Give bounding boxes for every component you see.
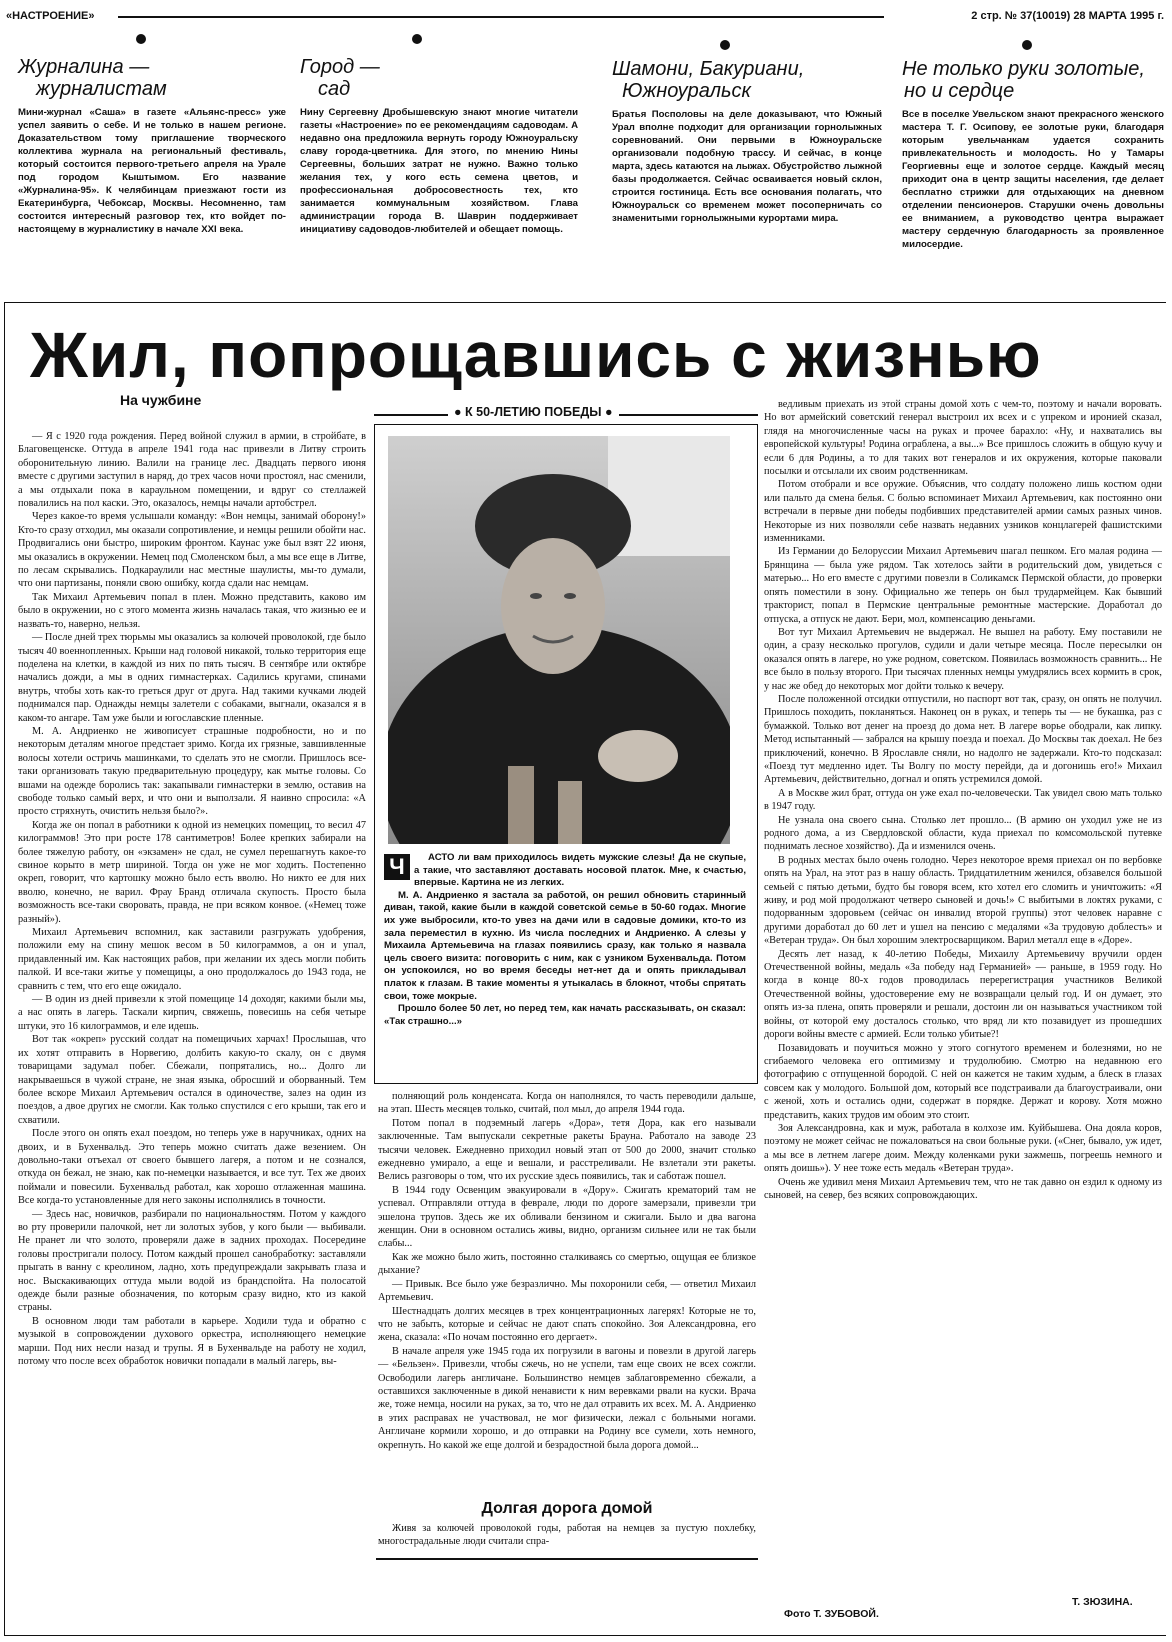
brief-4 bbox=[902, 58, 1164, 251]
paragraph: Михаил Артемьевич вспомнил, как заставили разгружать удобрения, положили ему на спину мешок весом в 50 килограммов, а он и упал, придавленный им. Как настоящих рабов, при желании их здесь могли побить палкой. И все-таки житье у помещицы, а оно продолжалось до 1943 года, не сравнить с тем, что его еще ожидало. bbox=[18, 927, 366, 992]
brief-1-body: Мини-журнал «Саша» в газете «Альянс-пресс» уже успел заявить о себе. И не только в нашем регионе. Доказательством тому приглашение творческого коллектива журнала на региональный фестиваль, который состоится первого-третьего апреля на Урале под городом Кыштымом. Его название «Журналина-95». К челябинцам приезжают гости из Екатеринбурга, Чебоксар, Москвы. Несомненно, там состоится интересный разговор тех, кто войдет по-настоящему в журналистику в начале XXI века. bbox=[18, 107, 286, 235]
brief-2-title-line1: Город — bbox=[300, 56, 380, 78]
paragraph: Очень же удивил меня Михаил Артемьевич тем, что не так давно он ездил к одному из сыновей, на север, без всяких сопровождающих. bbox=[764, 1176, 1162, 1201]
brief-4-body: Все в поселке Увельском знают прекрасного женского мастера Т. Г. Осипову, ее золотые руки, благодаря которым увельчанкам удается сохранить привлекательность и молодость. Но у Тамары Георгиевны еще и золотое сердце. Каждый месяц приходит она в центр защиты населения, где делает бесплатно стрижки для отдыхающих на дневном отделении пенсионеров. Старушки очень довольны ее вниманием, а руководство центра выражает мастеру сердечную благодарность за проявленное милосердие. bbox=[902, 109, 1164, 250]
brief-dot-2 bbox=[412, 34, 422, 44]
paragraph: — Здесь нас, новичков, разбирали по национальностям. Потом у каждого во рту проверили палочкой, нет ли золотых зубов, у кого были — выбивали. Не пранет ли что золото, проверяли даже в задних проходах. Посередине головы простригали полосу. Потом каждый прошел санобработку: заставляли прыгать в ванну с креолином, ладно, хоть предупреждали закрывать глаза и нос. Выскакивающих оттуда мыли водой из брандспойта. На полосатой одежде были разные обозначения, по которым сразу видно, кто из какой страны. bbox=[18, 1208, 366, 1314]
paragraph: Потом попал в подземный лагерь «Дора», тетя Дора, как его называли заключенные. Там выпускали секретные ракеты Брауна. Работало на заводе 23 тысячи человек. Ежедневно приходил новый этап от 500 до 2000, значит столько ежедневно умирало, а еще и вешали, и расстреливали. Не взлетали эти ракеты. Велись разговоры о том, что их русские здесь появились, так и саботаж пошел. bbox=[378, 1117, 756, 1183]
paragraph: В начале апреля уже 1945 года их погрузили в вагоны и повезли в другой лагерь — «Бельзен». Привезли, чтобы сжечь, но не успели, там еще своих не всех сожгли. Освободили лагерь англичане. Большинство немцев заблаговременно сбежали, а оставшихся заключенные в дикой ненависти к ним веревками рвали на куски. Врача же, тоже немца, носили на руках, за то, что не дал отравить их всех. М. А. Андриенко в этих расправах не участвовал, не мог физически, лежал с больными ногами. Англичане кормили хорошо, и до отправки на Родину все сумели, хоть немного, окрепнуть. Но какой же еще долгой и безрадостной была дорога домой... bbox=[378, 1345, 756, 1451]
paragraph: После этого он опять ехал поездом, но теперь уже в наручниках, одних на двоих, и в Бухенвальд. Это теперь можно считать даже везением. Он довольно-таки отъехал от своего бывшего лагеря, а потом и не сознался, откуда он бежал, не знаю, как по-немецки называется, и все тут. Тех же двоих поймали и повесили. Бухенвальд работал, как хорошо отлаженная машина. Все когда-то установленные для него законы исполнялись в точности. bbox=[18, 1128, 366, 1207]
paragraph: М. А. Андриенко я застала за работой, он решил обновить старинный диван, такой, какие были в каждой советской семье в 50-60 годах. Многие их уже выбросили, кто-то увез на дачи или в садовые домики, кто-то из зала переместил в кухню. Из числа последних и Андриенко. А слезы у Михаила Артемьевича на глазах появились сразу, как только я назвала цель своего визита: поговорить с ним, как с узником Бухенвальда. Потом он успокоился, но во время беседы нет-нет да и опять прикладывал платок к глазам. В такие моменты я утыкалась в блокнот, чтобы спрятать свои, тоже мокрые. bbox=[384, 889, 746, 1002]
issue-info: 2 стр. № 37(10019) 28 МАРТА 1995 г. bbox=[971, 10, 1164, 22]
paragraph: Как же можно было жить, постоянно сталкиваясь со смертью, ощущая ее близкое дыхание? bbox=[378, 1251, 756, 1277]
photo-caption bbox=[384, 852, 746, 1028]
article-headline: Жил, попрощавшись с жизнью bbox=[30, 319, 1042, 391]
article-kicker: На чужбине bbox=[120, 392, 202, 408]
brief-4-title-line1: Не только руки золотые, bbox=[902, 58, 1145, 80]
paragraph: Вот так «окреп» русский солдат на помещичьих харчах! Прослышав, что их хотят отправить в Норвегию, долбить какую-то скалу, он с двумя товарищами задумал побег. Сбежали, попрятались, но... Долго ли накрываешься в чужой стране, не зная языка, обросший и оборванный. Тем более вскоре Михаил Артемьевич остался в одиночестве, залез на один из поездов, а двое других не смогли. Как только спустился с его крыши, так его и схватили. bbox=[18, 1034, 366, 1126]
paragraph: Через какое-то время услышали команду: «Вон немцы, занимай оборону!» Кто-то сразу отходил, мы оказали сопротивление, и немцы решили обойти нас. Продвигались они быстро, широким фронтом. Каунас уже был взят 22 июня, мы оказались в окружении. Немец под Смоленском был, а мы все еще в Литве, по лесам скрывались. Подкараулили нас местные шаулисты, мы-то думали, что они партизаны, поняли свою ошибку, когда сдали нас немцам. bbox=[18, 511, 366, 590]
brief-3 bbox=[612, 58, 882, 225]
brief-3-title-line2: Южноуральск bbox=[622, 80, 751, 102]
rubric-dot-icon: ● bbox=[454, 405, 466, 419]
paragraph: — Я с 1920 года рождения. Перед войной служил в армии, в стройбате, в Благовещенске. Оттуда в апреле 1941 года нас привезли в Литву строить оборонительную линию. Валили на границе лес. Двадцать первого июня вместе с другими заступил в наряд, до трех часов ночи простоял, нас сменили, а мы отдыхали пока в караульном помещении, и вдруг со стеллажей повалились на пол каски. Это, оказалось, немцы начали артобстрел. bbox=[18, 431, 366, 510]
article-column-1 bbox=[18, 430, 366, 1630]
brief-1-title-line2: журналистам bbox=[36, 78, 167, 100]
paragraph: Позавидовать и поучиться можно у этого согнутого временем и болезнями, но не сгибаемого человека его оптимизму и трудолюбию. Смотрю на недавнюю его фотографию с отпущенной бородой. С ней он кажется не таким худым, а блеск в глазах совсем как у молодого. Большой дом, который все подстраивали да благоустраивали, они с женой, хоть и остались одни, содержат в порядке. Держат и корову. Хотя можно представить, каких трудов им обоим это стоит. bbox=[764, 1042, 1162, 1121]
paragraph: — Привык. Все было уже безразлично. Мы похоронили себя, — ответил Михаил Артемьевич. bbox=[378, 1278, 756, 1304]
paragraph: АСТО ли вам приходилось видеть мужские слезы! Да не скупые, а такие, что заставляют доставать носовой платок. Мне, к счастью, впервые. Картина не из легких. bbox=[414, 852, 746, 889]
section-subhead: Долгая дорога домой bbox=[481, 1500, 653, 1517]
paragraph: Живя за колючей проволокой годы, работая на немцев за пустую похлебку, многострадальные люди считали спра- bbox=[378, 1523, 756, 1548]
masthead-rule bbox=[118, 16, 884, 18]
paragraph: В основном люди там работали в карьере. Ходили туда и обратно с музыкой в сопровождении духового оркестра, исполняющего немецкие марши. Под них несли назад и трупы. Я в Бухенвальде на работу не ходил, потому что после всех обработок новички попадали в малый лагерь, вы- bbox=[18, 1315, 366, 1368]
brief-1 bbox=[18, 56, 286, 236]
brief-3-title-line1: Шамони, Бакуриани, bbox=[612, 58, 805, 80]
paragraph: Из Германии до Белоруссии Михаил Артемьевич шагал пешком. Его малая родина — Брянщина — была уже рядом. Так хотелось зайти в родительский дом, увидеться с матерью... Но его вместе с другими повезли в Соликамск Пермской области, до проверки опять поместили в зону. Официально же теперь он был трудармейцем. Как бывший тракторист, попал в Пермские центральные ремонтные мастерские. Доработал до отпуска, а отпуск не дают. Бери, мол, компенсацию деньгами. bbox=[764, 546, 1162, 625]
brief-1-title-line1: Журналина — bbox=[18, 56, 150, 78]
brief-3-body: Братья Посполовы на деле доказывают, что Южный Урал вполне подходит для организации горнолыжных соревнований. Они первыми в Южноуральске организовали подобную трассу. И сейчас, в конце марта, здесь катаются на лыжах. Обустройство лыжной базы продолжается. Сейчас осваивается новый склон, строится гостиница. Есть все основания полагать, что Южноуральск со временем может посоперничать со знаменитыми горнолыжными курортами мира. bbox=[612, 109, 882, 224]
paragraph: полняющий роль конденсата. Когда он наполнялся, то часть переводили дальше, на этап. Шесть месяцев только, считай, пол мыл, до апреля 1944 года. bbox=[378, 1091, 756, 1116]
article-column-3 bbox=[764, 398, 1162, 1594]
rubric-label bbox=[448, 405, 619, 419]
paragraph: После положенной отсидки отпустили, но паспорт вот так, сразу, он опять не получил. Пришлось походить, покланяться. Наконец он в руках, и теперь ты — не букашка, раз с бумажкой. Только вот денег на проезд до дома нет. В лагере ворье ободрали, как липку. Метод испытанный — забрался на крышу поезда и поехал. До Москвы так доехал. Не без приключений, конечно. В Ярославле сняли, но надолго не задержали. Кто-то подсказал: «Поезд тут медленно идет. Ты Волгу по мосту перейди, да и догонишь его!» Михаил Артемьевич, действительно, догнал и опять устремился домой. bbox=[764, 693, 1162, 786]
article-column-2 bbox=[378, 1090, 756, 1500]
paragraph: В 1944 году Освенцим эвакуировали в «Дору». Сжигать крематорий там не успевал. Отправляли оттуда в феврале, люди по дороге замерзали, привезли три эшелона трупов. Здесь же их обливали бензином и сжигали. Было и два вагона женщин. Они в основном остались живы, видно, организм сильнее или не так были слабы... bbox=[378, 1184, 756, 1250]
paragraph: Потом отобрали и все оружие. Объяснив, что солдату положено лишь костюм одни или пальто да смена белья. С болью вспоминает Михаил Артемьевич, как постоянно они встречали в первые дни победы подбивших представителей армии самых разных чинов. Некоторые из них позволяли себе назвать недавних узников концлагерей фашистскими изменниками. bbox=[764, 479, 1162, 545]
brief-2 bbox=[300, 56, 578, 236]
brief-2-body: Нину Сергеевну Дробышевскую знают многие читатели газеты «Настроение» по ее рекомендациям садоводам. А недавно она предложила вернуть городу Южноуральску славу города-цветника. Для этого, по мнению Нины Сергеевны, больших затрат не нужно. Важно только желания тех, у кого есть семена цветов, и профессиональная добросовестность тех, кто занимается коммунальным хозяйством. Глава администрации города В. Шаврин поддерживает инициативу садоводов-любителей и обещает помощь. bbox=[300, 107, 578, 235]
brief-dot-1 bbox=[136, 34, 146, 44]
brief-2-title-line2: сад bbox=[318, 78, 351, 100]
paragraph: Зоя Александровна, как и муж, работала в колхозе им. Куйбышева. Она дояла коров, поэтому не может сейчас не пожаловаться на свои больные руки. («Снег, бывало, уж идет, а мы все в летнем лагере доим. Между коленками руки зажмешь, погреешь немного и опять доишь»). У нее тоже есть медаль «Ветеран труда». bbox=[764, 1122, 1162, 1175]
paragraph: — После дней трех тюрьмы мы оказались за колючей проволокой, где было тысяч 40 военнопленных. Крыши над головой никакой, только территория еще поделена на клетки, в каждой из них по пять тысяч. В сентябре или октябре начались дожди, а мы в одних гимнастерках. Садились кругами, спинами внутрь, чтобы хоть как-то греться друг от друга. Над такими кучками людей поднимался пар. Однажды немцы залетели с собаками, выгнали, оказался я в каком-то ангаре. Там уже были и югославские пленные. bbox=[18, 632, 366, 724]
author-signature: Т. ЗЮЗИНА. bbox=[1072, 1596, 1133, 1608]
rubric-text: К 50-ЛЕТИЮ ПОБЕДЫ bbox=[465, 405, 602, 419]
paragraph: Десять лет назад, к 40-летию Победы, Михаилу Артемьевичу вручили орден Отечественной войны, медаль «За победу над Германией» — раньше, в 1959 году. Но когда в конце 80-х годов проводилась перерегистрация участников Великой Отечественной войны, удостоверение ему не возвращали целый год. И он думает, это опять из-за плена, опять проверяли и решали, достоин ли он называться участником той войны, от которой ему досталось столько, что вряд ли кто позавидует из прошедших дороги войны вместе с армией. Если только убитые?! bbox=[764, 948, 1162, 1041]
brief-4-title-line2: но и сердце bbox=[904, 80, 1015, 102]
paragraph: Так Михаил Артемьевич попал в плен. Можно представить, каково им было в окружении, но с этого момента жизнь началась такая, что жизнью ее и назвать-то, наверно, нельзя. bbox=[18, 591, 366, 630]
portrait-photo-image bbox=[388, 436, 730, 844]
newspaper-name: «НАСТРОЕНИЕ» bbox=[6, 10, 95, 22]
portrait-photo bbox=[388, 436, 730, 844]
column-2-bottom-rule bbox=[376, 1558, 758, 1560]
rubric-dot-icon-right: ● bbox=[601, 405, 613, 419]
paragraph: Шестнадцать долгих месяцев в трех концентрационных лагерях! Которые не то, что не забыть, которые и сейчас не дают спать спокойно. Зоя Александровна, его жена, сказала: «По ночам постоянно его дергает». bbox=[378, 1305, 756, 1344]
article-column-2-continued bbox=[378, 1522, 756, 1552]
caption-dropcap: Ч bbox=[384, 854, 410, 880]
paragraph: В родных местах было очень голодно. Через некоторое время приехал он по вербовке опять на Урал, на этот раз в нашу область. Тридцатилетним женился, обзавелся большой семьей с пятью детьми, будто бы говоря всем, кто хотел его сломить и уничтожить: «Я живу, и род мой продолжают четверо сыновей и дочь!» С выбитыми в локтях руками, с подорванным здоровьем (сейчас он инвалид второй группы) этот человек наравне с другими доработал до 60 лет и ушел на пенсию с медалями «За трудовую доблесть» и «Ветеран труда». Он был хорошим электросварщиком. Варил металл еще в «Доре». bbox=[764, 854, 1162, 947]
paragraph: — В один из дней привезли к этой помещице 14 доходяг, какими были мы, а нас опять в лагерь. Таскали кирпич, свяжешь, повесишь на себя четыре штуки, это 16 килограммов, и еле идешь. bbox=[18, 994, 366, 1032]
paragraph: Когда же он попал в работники к одной из немецких помещиц, то весил 47 килограммов! Это при росте 178 сантиметров! Более крепких забирали на более тяжелую работу, он «экзамен» не сдал, не сумел перешагнуть какое-то свиное корыто в метр шириной. Тогда он уже не мог ходить. Постепенно окреп, говорит, что картошку можно было есть вволю. Но никто ее для них вволю, конечно, не варил. Фрау Бранд отличала скупость. Просто была возможность все-таки своровать, правда, не при всяком конвое. («Немец тоже разный»). bbox=[18, 819, 366, 925]
paragraph: Не узнала она своего сына. Столько лет прошло... (В армию он уходил уже не из родного дома, а из Свердловской области, куда приехал по комсомольской путевке поднимать лесное хозяйство). Да и изменился очень. bbox=[764, 814, 1162, 853]
paragraph: М. А. Андриенко не живописует страшные подробности, но и по некоторым деталям многое предстает зримо. Когда их грязные, завшивленные волосы хотели остричь машинками, то сделать это не смогли. Пришлось все-таки организовать такую предварительную процедуру, как мытье головы. Со вшами на одежде боролись так: закапывали гимнастерки в землю, оставив на свободе только самый верх, и что они и выползали. Я наивно спросила: «А просто стряхнуть, очистить нельзя было?». bbox=[18, 725, 366, 818]
paragraph: А в Москве жил брат, оттуда он уже ехал по-человечески. Так увидел свою мать только в 1947 году. bbox=[764, 787, 1162, 813]
paragraph: Вот тут Михаил Артемьевич не выдержал. Не вышел на работу. Ему поставили не один, а сразу несколько прогулов, судили и дали четыре месяца. После пересылки он оказался опять в лагере, но уже родном, советском. Появилась возможность сравнить... Не все было в пользу второго. При тысячах пленных немцы умудрялись всех кормить в срок, у нас же обед до некоторых мог дойти только к вечеру. bbox=[764, 626, 1162, 692]
brief-dot-3 bbox=[720, 40, 730, 50]
paragraph: Прошло более 50 лет, но перед тем, как начать рассказывать, он сказал: «Так страшно...» bbox=[384, 1003, 746, 1027]
photo-credit: Фото Т. ЗУБОВОЙ. bbox=[784, 1608, 879, 1620]
brief-dot-4 bbox=[1022, 40, 1032, 50]
paragraph: ведливым приехать из этой страны домой хоть с чем-то, поэтому и начали воровать. Но вот армейский советский генерал выстроил их всех и с упреком и иронией сказал, глядя на многочисленные часы на руках и прочее барахло: «Ну, и нахватались вы европейской культуры! Родина ограблена, а вы...» Все пришлось сложить в общую кучу и если 6 для Родины, а то для таких вот генералов и их окружения, которые паковали посылки и отсылали их своим родственникам. bbox=[764, 399, 1162, 478]
